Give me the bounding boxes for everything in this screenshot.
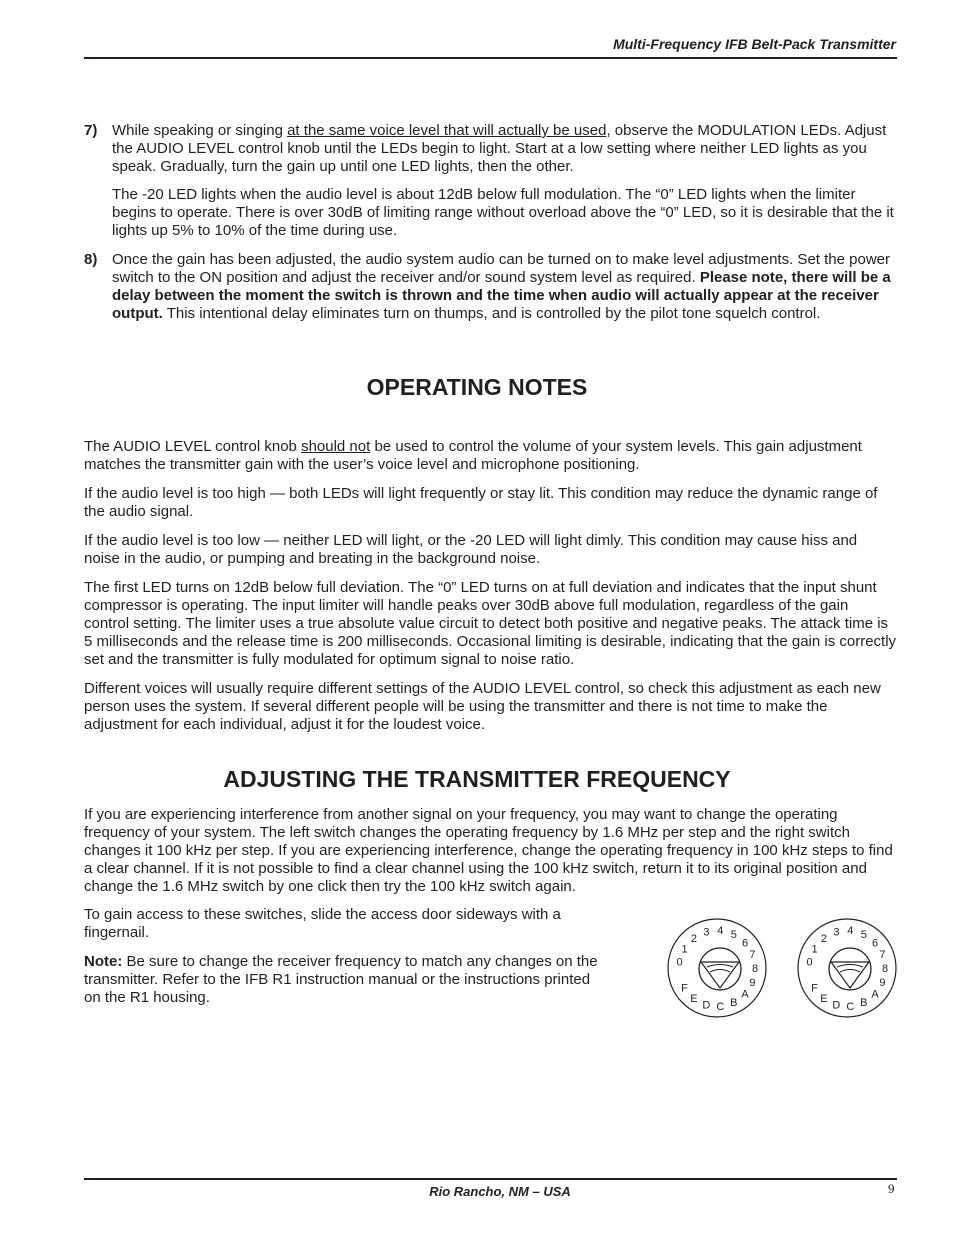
step-7	[84, 122, 897, 240]
text-run: This intentional delay eliminates turn on thumps, and is controlled by the pilot tone squelch control.	[162, 305, 821, 322]
right-rotary-switch-icon	[797, 918, 897, 1018]
dial-position-label: 2	[690, 932, 697, 945]
dial-position-label: 1	[811, 943, 818, 956]
dial-position-label: 0	[676, 956, 683, 969]
dial-position-label: 3	[703, 926, 710, 939]
text-run: , observe the MODULATION LEDs. Adjust the AUDIO LEVEL control knob until the LEDs begin to light. Start at a low setting where neither LED lights as you speak. Gradually, turn the gain up until one LED lights, then the other.	[112, 122, 887, 175]
access-instructions	[84, 906, 604, 1007]
dial-position-label: 0	[806, 956, 813, 969]
dial-position-label: B	[860, 997, 868, 1010]
note-text: Be sure to change the receiver frequency to match any changes on the transmitter. Refer to the IFB R1 instruction manual or the instructions printed on the R1 housing.	[84, 953, 598, 1006]
paragraph: The first LED turns on 12dB below full deviation. The “0” LED turns on at full deviation and indicates that the input shunt compressor is operating. The input limiter will handle peaks over 30dB above full modulation, regardless of the gain control setting. The limiter uses a true absolute value circuit to detect both positive and negative peaks. The attack time is 5 milliseconds and the release time is 200 milliseconds. Occasional limiting is desirable, indicating that the gain is correctly set and the transmitter is fully modulated for optimum signal to noise ratio.	[84, 579, 897, 668]
step-7-paragraph-2: The -20 LED lights when the audio level is about 12dB below full modulation. The “0” LED lights when the limiter begins to operate. There is over 30dB of limiting range without overload above the “0” LED, so it is desirable that the it lights up 5% to 10% of the time during use.	[112, 186, 894, 239]
step-number: 8)	[84, 251, 98, 268]
header-title: Multi-Frequency IFB Belt-Pack Transmitter	[613, 36, 896, 52]
dial-position-label: 3	[833, 926, 840, 939]
dial-position-label: F	[681, 982, 688, 995]
dial-position-label: 5	[730, 928, 737, 941]
underlined-text: should not	[301, 438, 371, 455]
step-number: 7)	[84, 122, 98, 139]
text-run: The AUDIO LEVEL control knob	[84, 438, 302, 455]
dial-position-label: 6	[871, 937, 879, 950]
dial-position-label: C	[716, 1000, 725, 1013]
dial-position-label: 2	[820, 932, 827, 945]
bold-text: Please note, there will be a delay between the moment the switch is thrown and the time when audio will actually appear at the receiver output.	[112, 269, 891, 322]
note-paragraph	[84, 953, 604, 1007]
dial-position-label: 7	[749, 949, 756, 962]
dial-position-label: 4	[847, 925, 854, 938]
step-7-paragraph-1	[112, 122, 897, 176]
dial-position-label: E	[690, 993, 698, 1006]
dial-position-label: D	[832, 999, 841, 1012]
adjusting-frequency-body	[84, 806, 897, 896]
step-8	[84, 251, 897, 323]
dial-position-label: 8	[751, 963, 759, 975]
note-label: Note:	[84, 953, 123, 970]
dial-position-label: D	[702, 999, 711, 1012]
dial-position-label: F	[811, 982, 818, 995]
text-run: Once the gain has been adjusted, the audio system audio can be turned on to make level adjustments. Set the power switch to the ON position and adjust the receiver and/or sound system level as required.	[112, 251, 890, 286]
step-8-paragraph	[112, 251, 897, 323]
paragraph: Different voices will usually require different settings of the AUDIO LEVEL control, so check this adjustment as each new person uses the system. If several different people will be using the transmitter and there is not time to make the adjustment for each individual, adjust it for the loudest voice.	[84, 680, 881, 733]
underlined-text: at the same voice level that will actually be used	[287, 122, 607, 139]
adjusting-frequency-heading: ADJUSTING THE TRANSMITTER FREQUENCY	[223, 766, 731, 792]
dial-position-label: A	[741, 988, 749, 1001]
paragraph: If the audio level is too low — neither LED will light, or the -20 LED will light dimly. This condition may cause hiss and noise in the audio, or pumping and breating in the background noise.	[84, 532, 858, 567]
dial-position-label: 9	[879, 976, 886, 989]
text-run: While speaking or singing	[112, 122, 288, 139]
dial-position-label: 4	[717, 925, 724, 938]
paragraph	[84, 438, 897, 474]
dial-position-label: 6	[741, 937, 749, 950]
rotary-switch-drawing	[667, 918, 767, 1018]
dial-position-label: 9	[749, 976, 756, 989]
dial-position-label: E	[820, 993, 828, 1006]
paragraph: To gain access to these switches, slide the access door sideways with a fingernail.	[84, 906, 561, 941]
text-run: be used to control the volume of your system levels. This gain adjustment matches the transmitter gain with the user’s voice level and microphone positioning.	[84, 438, 862, 473]
switch-pointer	[831, 962, 869, 988]
dial-position-label: B	[730, 997, 738, 1010]
footer-rule	[84, 1178, 897, 1180]
dial-position-label: C	[846, 1000, 855, 1013]
switch-pointer	[701, 962, 739, 988]
footer-location: Rio Rancho, NM – USA	[429, 1184, 571, 1199]
dial-position-label: 5	[860, 928, 867, 941]
dial-position-label: 1	[681, 943, 688, 956]
dial-position-label: 8	[881, 963, 889, 975]
page-number: 9	[888, 1181, 895, 1196]
paragraph: If the audio level is too high — both LEDs will light frequently or stay lit. This condition may reduce the dynamic range of the audio signal.	[84, 485, 878, 520]
rotary-switch-drawing	[797, 918, 897, 1018]
operating-notes-body	[84, 438, 897, 734]
paragraph: If you are experiencing interference from another signal on your frequency, you may want to change the operating frequency of your system. The left switch changes the operating frequency by 1.6 MHz per step and the right switch changes it 100 kHz per step. If you are experiencing interference, change the operating frequency in 100 kHz steps to find a clear channel. If it is not possible to find a clear channel using the 100 kHz switch, return it to its original position and change the 1.6 MHz switch by one click then try the 100 kHz switch again.	[84, 806, 893, 895]
dial-position-label: A	[871, 988, 879, 1001]
operating-notes-heading: OPERATING NOTES	[366, 374, 588, 400]
dial-position-label: 7	[879, 949, 886, 962]
left-rotary-switch-icon	[667, 918, 767, 1018]
header-rule	[84, 57, 897, 59]
